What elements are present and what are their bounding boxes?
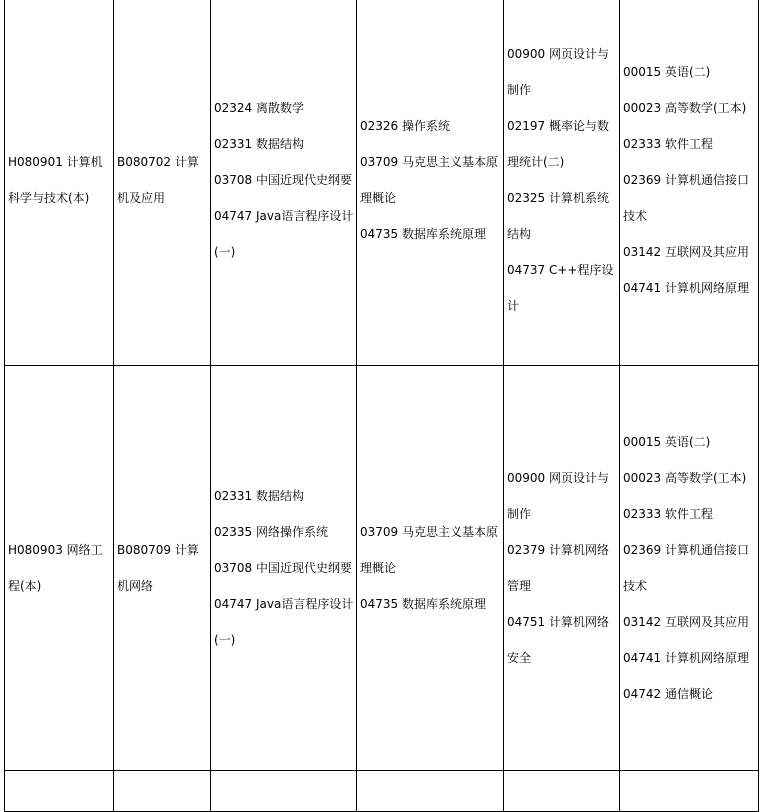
major-cell	[5, 0, 114, 366]
course-entry: 02325 计算机系统结构	[507, 191, 609, 241]
program-name: B080702 计算机及应用	[117, 155, 199, 205]
course-entry: 04735 数据库系统原理	[360, 227, 486, 241]
course-entry: 03708 中国近现代史纲要	[214, 561, 352, 575]
course-group-3-cell	[504, 0, 620, 366]
course-entry: 00900 网页设计与制作	[507, 471, 609, 521]
table-row	[5, 771, 759, 812]
course-entry: 03142 互联网及其应用	[623, 615, 749, 629]
major-name: H080901 计算机科学与技术(本)	[8, 155, 103, 205]
course-entry: 02331 数据结构	[214, 489, 304, 503]
empty-cell	[504, 771, 620, 812]
course-group-1-cell	[211, 366, 357, 771]
course-entry: 03709 马克思主义基本原理概论	[360, 525, 498, 575]
course-group-1-cell	[211, 0, 357, 366]
course-entry: 00900 网页设计与制作	[507, 47, 609, 97]
course-entry: 02326 操作系统	[360, 119, 450, 133]
course-entry: 00015 英语(二)	[623, 65, 711, 79]
empty-cell	[620, 771, 759, 812]
course-entry: 03142 互联网及其应用	[623, 245, 749, 259]
course-entry: 00023 高等数学(工本)	[623, 471, 747, 485]
course-entry: 04737 C++程序设计	[507, 263, 614, 313]
empty-cell	[114, 771, 211, 812]
table-row	[5, 366, 759, 771]
course-entry: 02369 计算机通信接口技术	[623, 173, 749, 223]
course-entry: 02197 概率论与数理统计(二)	[507, 119, 609, 169]
course-entry: 02324 离散数学	[214, 101, 304, 115]
course-entry: 04751 计算机网络安全	[507, 615, 609, 665]
course-entry: 02335 网络操作系统	[214, 525, 328, 539]
course-schedule-table	[4, 0, 759, 812]
course-group-3-cell	[504, 366, 620, 771]
course-entry: 04741 计算机网络原理	[623, 281, 749, 295]
program-name: B080709 计算机网络	[117, 543, 199, 593]
course-entry: 00023 高等数学(工本)	[623, 101, 747, 115]
course-entry: 04741 计算机网络原理	[623, 651, 749, 665]
course-group-2-cell	[357, 366, 504, 771]
course-entry: 02333 软件工程	[623, 137, 713, 151]
course-entry: 02331 数据结构	[214, 137, 304, 151]
major-cell	[5, 366, 114, 771]
course-entry: 04742 通信概论	[623, 687, 713, 701]
program-cell	[114, 0, 211, 366]
course-entry: 03708 中国近现代史纲要	[214, 173, 352, 187]
program-cell	[114, 366, 211, 771]
course-entry: 03709 马克思主义基本原理概论	[360, 155, 498, 205]
course-group-4-cell	[620, 0, 759, 366]
empty-cell	[211, 771, 357, 812]
course-entry: 02333 软件工程	[623, 507, 713, 521]
course-entry: 04735 数据库系统原理	[360, 597, 486, 611]
course-entry: 00015 英语(二)	[623, 435, 711, 449]
course-entry: 02379 计算机网络管理	[507, 543, 609, 593]
major-name: H080903 网络工程(本)	[8, 543, 103, 593]
course-entry: 04747 Java语言程序设计(一)	[214, 597, 354, 647]
course-group-2-cell	[357, 0, 504, 366]
empty-cell	[5, 771, 114, 812]
course-entry: 04747 Java语言程序设计(一)	[214, 209, 354, 259]
table-row	[5, 0, 759, 366]
course-entry: 02369 计算机通信接口技术	[623, 543, 749, 593]
course-group-4-cell	[620, 366, 759, 771]
empty-cell	[357, 771, 504, 812]
